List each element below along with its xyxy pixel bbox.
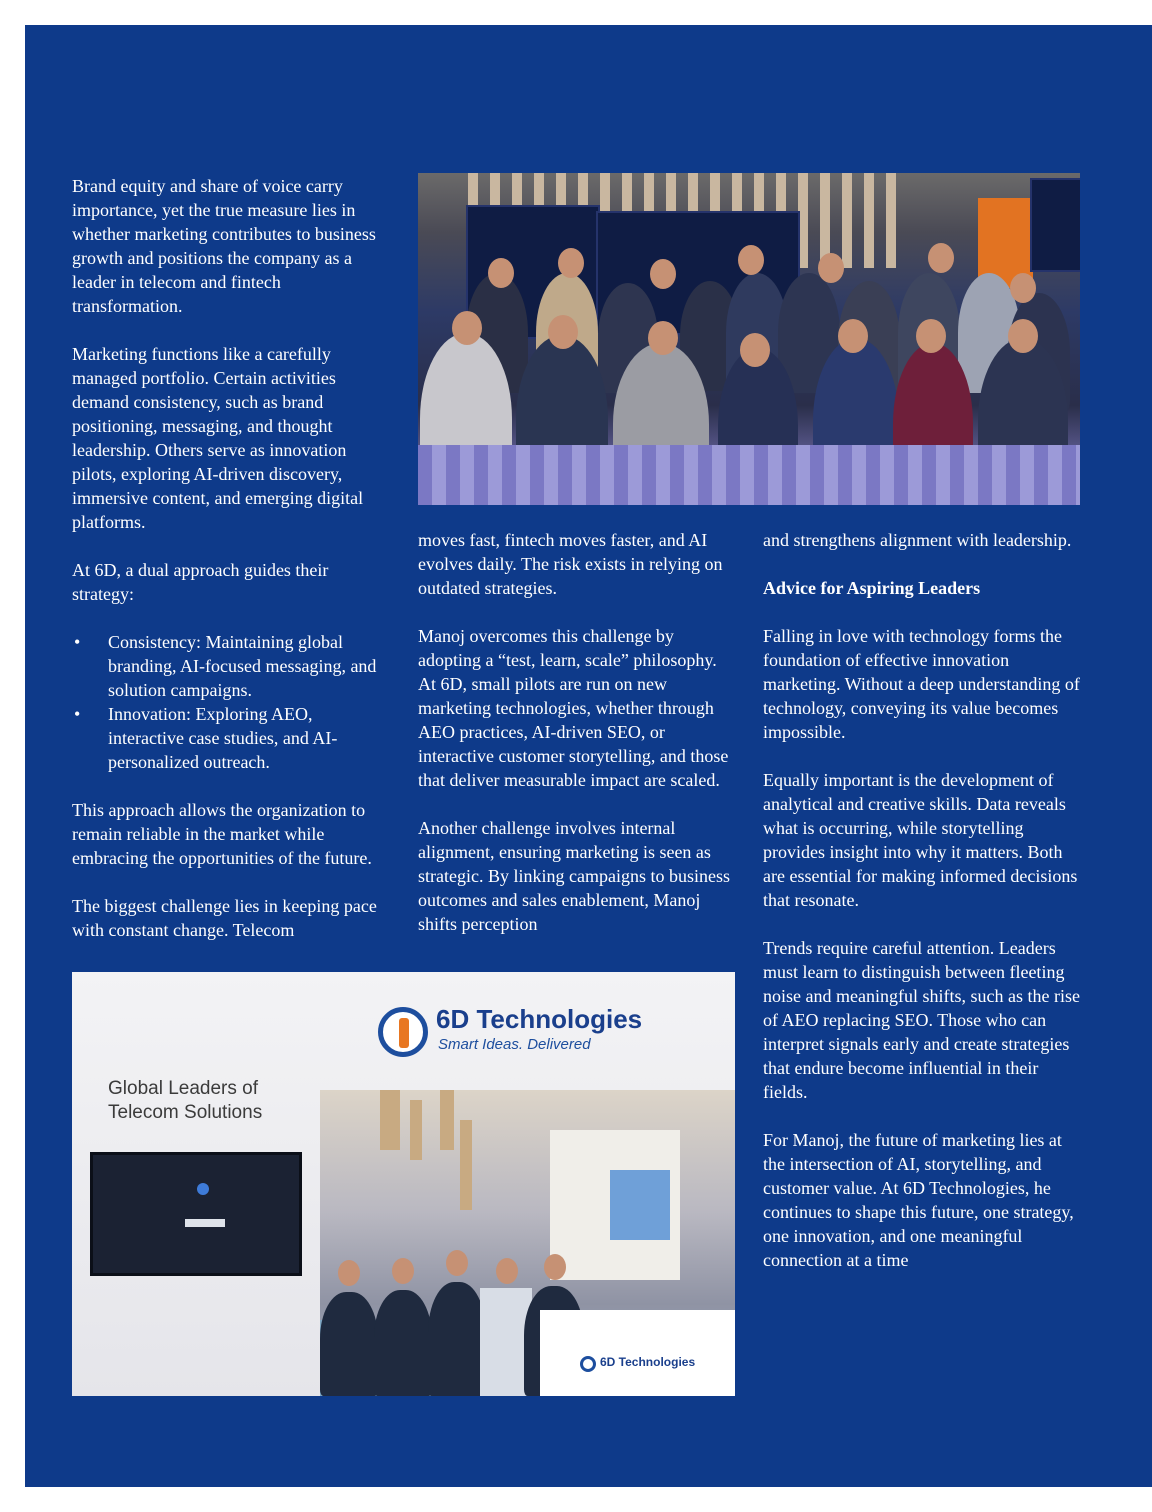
paragraph: This approach allows the organization to remain reliable in the market while embracing the opportunities of the future. — [72, 800, 372, 868]
counter-logo-icon — [580, 1356, 596, 1372]
paragraph: For Manoj, the future of marketing lies at the intersection of AI, storytelling, and customer value. At 6D Technologies, he continues to shape this future, one strategy, one innovation, and one meaningful connection at a time — [763, 1130, 1074, 1270]
column-left — [72, 174, 390, 942]
booth-tagline: Smart Ideas. Delivered — [438, 1036, 591, 1053]
paragraph: Marketing functions like a carefully managed portfolio. Certain activities demand consistency, such as brand positioning, messaging, and thought leadership. Others serve as innovation pilots, exploring AI-driven discovery, immersive content, and emerging digital platforms. — [72, 344, 364, 532]
paragraph: and strengthens alignment with leadership. — [763, 530, 1072, 550]
paragraph: Falling in love with technology forms the foundation of effective innovation marketing. Without a deep understanding of technology, conveying its value becomes impossible. — [763, 626, 1080, 742]
booth-photo — [72, 972, 735, 1396]
paragraph: Brand equity and share of voice carry importance, yet the true measure lies in whether marketing contributes to business growth and positions the company as a leader in telecom and fintech transformation. — [72, 176, 376, 316]
paragraph: Equally important is the development of analytical and creative skills. Data reveals what is occurring, while storytelling provides insight into why it matters. Both are essential for making informed decisions that resonate. — [763, 770, 1078, 910]
section-heading: Advice for Aspiring Leaders — [763, 578, 981, 598]
column-middle — [418, 528, 736, 936]
paragraph: Manoj overcomes this challenge by adopting a “test, learn, scale” philosophy. At 6D, small pilots are run on new marketing technologies, whether through AEO practices, AI-driven SEO, or interactive customer storytelling, and those that deliver measurable impact are scaled. — [418, 626, 729, 790]
booth-brand-name: 6D Technologies — [436, 1004, 643, 1034]
paragraph: Another challenge involves internal alignment, ensuring marketing is seen as strategic. By linking campaigns to business outcomes and sales enablement, Manoj shifts perception — [418, 818, 730, 934]
list-item: • Innovation: Exploring AEO, interactive case studies, and AI-personalized outreach. — [72, 702, 390, 774]
booth-wall-text: Global Leaders of Telecom Solutions — [108, 1078, 263, 1123]
paragraph: Trends require careful attention. Leaders must learn to distinguish between fleeting noise and meaningful shifts, such as the rise of AEO replacing SEO. Those who can interpret signals early and create strategies that endure become influential in their fields. — [763, 938, 1080, 1102]
booth-screen — [90, 1152, 302, 1276]
paragraph: At 6D, a dual approach guides their strategy: — [72, 560, 329, 604]
list-item: • Consistency: Maintaining global branding, AI-focused messaging, and solution campaigns. — [72, 630, 390, 702]
strategy-list — [72, 630, 390, 774]
paragraph: moves fast, fintech moves faster, and AI evolves daily. The risk exists in relying on outdated strategies. — [418, 530, 723, 598]
column-right — [763, 528, 1083, 1272]
team-photo — [418, 173, 1080, 505]
company-logo-icon — [378, 1007, 428, 1057]
paragraph: The biggest challenge lies in keeping pace with constant change. Telecom — [72, 896, 377, 940]
booth-counter — [540, 1310, 735, 1396]
counter-brand: 6D Technologies — [600, 1355, 696, 1369]
